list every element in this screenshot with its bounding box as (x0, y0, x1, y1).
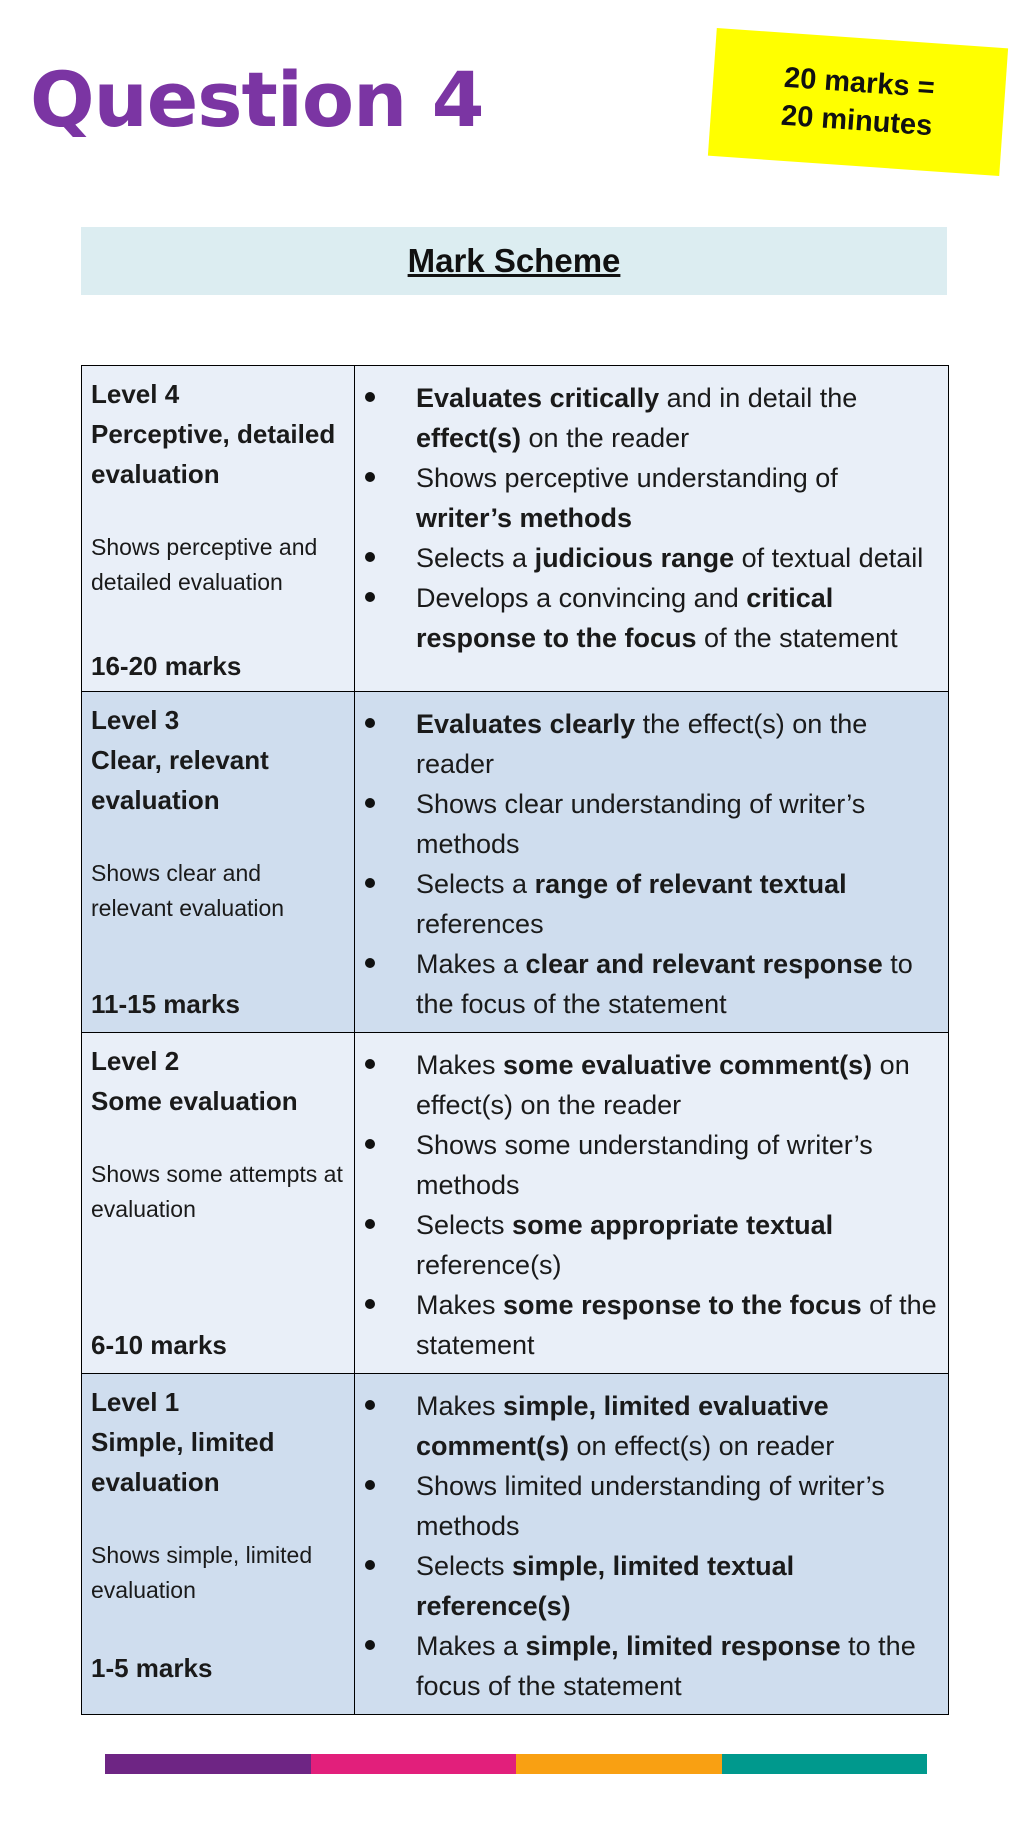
level-row (82, 1033, 949, 1374)
criterion-text: of textual detail (734, 543, 924, 573)
criterion-text: references (416, 909, 544, 939)
criteria-cell (355, 1033, 949, 1374)
criterion-item (355, 784, 938, 864)
criterion-text: on the reader (521, 423, 690, 453)
criterion-text: Makes (416, 1050, 504, 1080)
level-label: evaluation (91, 459, 220, 489)
criterion-text: Shows limited understanding of writer’s methods (416, 1471, 885, 1541)
criterion-bold-text: Evaluates clearly (416, 709, 636, 739)
level-cell (82, 366, 355, 692)
criterion-item (355, 1285, 938, 1365)
level-label: Simple, limited (91, 1427, 275, 1457)
page-title: Question 4 (30, 55, 484, 144)
mark-scheme-banner (81, 227, 947, 295)
criterion-item (355, 578, 938, 658)
criterion-item (355, 1205, 938, 1285)
level-name: Level 1 (91, 1387, 180, 1417)
criterion-text: of the statement (416, 1290, 937, 1360)
criterion-text: Makes a (416, 1631, 526, 1661)
level-cell (82, 1033, 355, 1374)
level-marks: 1-5 marks (91, 1653, 213, 1683)
criterion-item (355, 1125, 938, 1205)
criterion-bold-text: critical response to the focus (416, 583, 834, 653)
criterion-bold-text: effect(s) (416, 423, 522, 453)
criterion-text: to the focus of the statement (416, 949, 913, 1019)
criterion-bold-text: range of relevant textual (534, 869, 847, 899)
criterion-text: Shows some understanding of writer’s methods (416, 1130, 873, 1200)
criterion-item (355, 538, 938, 578)
level-description: Shows simple, limited evaluation (91, 1542, 313, 1603)
level-row (82, 692, 949, 1033)
level-marks: 11-15 marks (91, 989, 240, 1019)
criterion-bold-text: some response to the focus (503, 1290, 862, 1320)
criteria-list (355, 1374, 948, 1714)
level-label: evaluation (91, 785, 220, 815)
colour-strip (105, 1754, 927, 1774)
criterion-item (355, 378, 938, 458)
strip-orange (516, 1754, 722, 1774)
sticker-line-1: 20 marks = (783, 61, 936, 105)
mark-scheme-table (81, 365, 949, 1715)
level-marks: 6-10 marks (91, 1330, 227, 1360)
criterion-item (355, 704, 938, 784)
criterion-item (355, 1386, 938, 1466)
level-marks: 16-20 marks (91, 651, 242, 681)
criteria-cell (355, 1374, 949, 1715)
criterion-text: Makes a (416, 949, 526, 979)
criterion-text: to the focus of the statement (416, 1631, 916, 1701)
mark-scheme-heading: Mark Scheme (407, 242, 621, 279)
criterion-item (355, 1626, 938, 1706)
criteria-cell (355, 366, 949, 692)
criterion-text: Selects (416, 1210, 513, 1240)
criterion-item (355, 864, 938, 944)
level-name: Level 2 (91, 1046, 180, 1076)
criterion-text: of the statement (696, 623, 898, 653)
criteria-list (355, 1033, 948, 1373)
level-description: Shows perceptive and detailed evaluation (91, 534, 318, 595)
criterion-text: on effect(s) on the reader (416, 1050, 910, 1120)
level-heading (91, 1382, 344, 1502)
criteria-list (355, 692, 948, 1032)
criterion-bold-text: simple, limited response (525, 1631, 841, 1661)
criterion-text: Makes (416, 1290, 504, 1320)
criterion-bold-text: some evaluative comment(s) (503, 1050, 873, 1080)
level-heading (91, 374, 344, 494)
criterion-bold-text: writer’s methods (416, 503, 633, 533)
sticker-line-2: 20 minutes (779, 99, 934, 143)
criterion-bold-text: some appropriate textual (512, 1210, 834, 1240)
level-label: evaluation (91, 1467, 220, 1497)
criterion-item (355, 1045, 938, 1125)
criterion-bold-text: clear and relevant response (525, 949, 883, 979)
level-label: Clear, relevant (91, 745, 269, 775)
criterion-text: Makes (416, 1391, 504, 1421)
criterion-text: Selects (416, 1551, 513, 1581)
criterion-item (355, 1546, 938, 1626)
level-row (82, 1374, 949, 1715)
criterion-text: Develops a convincing and (416, 583, 747, 613)
level-description: Shows some attempts at evaluation (91, 1161, 343, 1222)
level-row (82, 366, 949, 692)
criterion-text: Selects a (416, 869, 535, 899)
criterion-text: Selects a (416, 543, 535, 573)
criterion-bold-text: simple, limited evaluative comment(s) (416, 1391, 829, 1461)
criterion-text: Shows perceptive understanding of (416, 463, 838, 493)
criteria-list (355, 366, 948, 666)
criterion-bold-text: judicious range (534, 543, 735, 573)
criterion-item (355, 1466, 938, 1546)
level-name: Level 3 (91, 705, 180, 735)
level-cell (82, 1374, 355, 1715)
level-heading (91, 700, 344, 820)
level-label: Perceptive, detailed (91, 419, 336, 449)
level-cell (82, 692, 355, 1033)
level-name: Level 4 (91, 379, 180, 409)
strip-teal (722, 1754, 928, 1774)
criterion-text: and in detail the (659, 383, 858, 413)
criterion-text: Shows clear understanding of writer’s methods (416, 789, 866, 859)
criterion-item (355, 944, 938, 1024)
criterion-bold-text: Evaluates critically (416, 383, 660, 413)
strip-purple (105, 1754, 311, 1774)
criterion-text: reference(s) (416, 1250, 562, 1280)
criterion-text: on effect(s) on reader (569, 1431, 835, 1461)
level-heading (91, 1041, 344, 1121)
level-label: Some evaluation (91, 1086, 298, 1116)
criterion-bold-text: simple, limited textual reference(s) (416, 1551, 795, 1621)
criterion-item (355, 458, 938, 538)
strip-pink (311, 1754, 517, 1774)
criterion-text: the effect(s) on the reader (416, 709, 868, 779)
level-description: Shows clear and relevant evaluation (91, 860, 285, 921)
criteria-cell (355, 692, 949, 1033)
marks-sticker (708, 28, 1008, 176)
